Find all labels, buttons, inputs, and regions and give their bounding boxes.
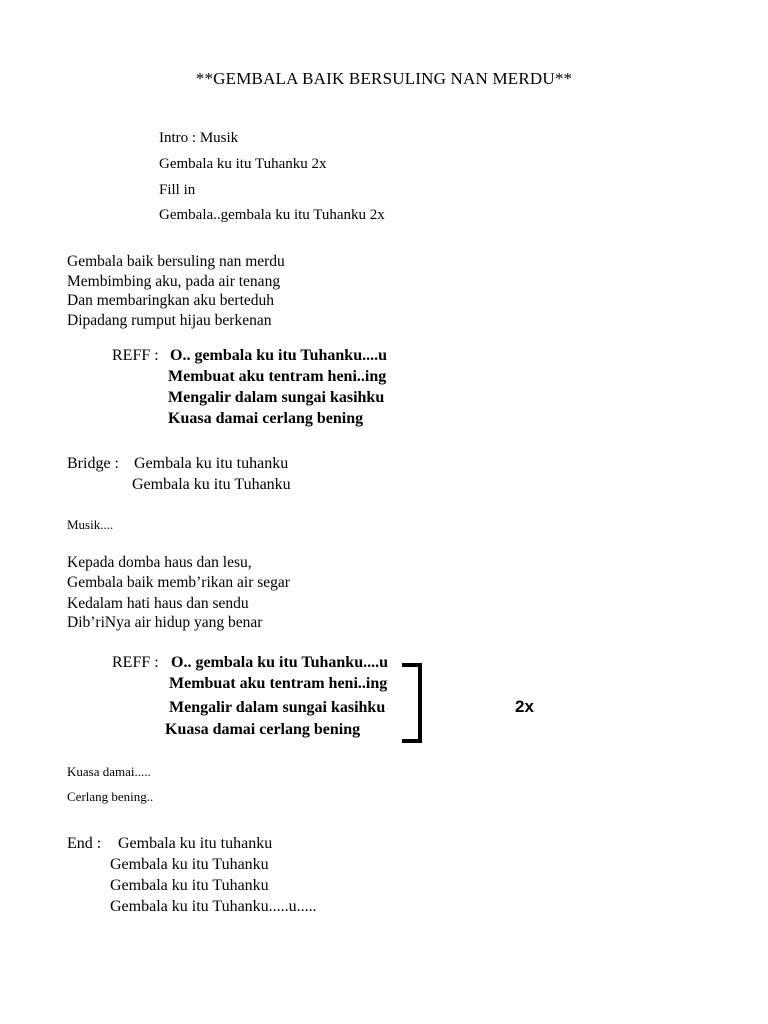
bridge-line: Gembala ku itu Tuhanku [132, 476, 291, 493]
end-line: Gembala ku itu tuhanku [118, 835, 273, 852]
verse2-line: Kepada domba haus dan lesu, [67, 554, 252, 571]
reff2-label: REFF : [112, 654, 159, 671]
intro-line: Gembala..gembala ku itu Tuhanku 2x [159, 207, 385, 223]
intro-line: Fill in [159, 182, 196, 198]
reff1-line: O.. gembala ku itu Tuhanku....u [170, 347, 387, 364]
reff1-line: Mengalir dalam sungai kasihku [168, 389, 385, 406]
end-line: Gembala ku itu Tuhanku [110, 877, 269, 894]
reff1-line: Kuasa damai cerlang bening [168, 410, 364, 427]
reff1-label: REFF : [112, 347, 159, 364]
verse1-line: Dan membaringkan aku berteduh [67, 292, 275, 309]
repeat-2x-label: 2x [515, 697, 534, 716]
intro-line: Gembala ku itu Tuhanku 2x [159, 156, 327, 172]
reff2-line: Mengalir dalam sungai kasihku [169, 699, 386, 716]
end-line: Gembala ku itu Tuhanku.....u..... [110, 898, 317, 915]
verse2-line: Gembala baik memb’rikan air segar [67, 574, 290, 591]
verse1-line: Gembala baik bersuling nan merdu [67, 253, 285, 270]
reff1-line: Membuat aku tentram heni..ing [168, 368, 387, 385]
intro-line: Intro : Musik [159, 130, 239, 146]
verse1-line: Dipadang rumput hijau berkenan [67, 312, 272, 329]
bridge-label: Bridge : [67, 455, 119, 472]
verse1-line: Membimbing aku, pada air tenang [67, 273, 281, 290]
verse2-line: Kedalam hati haus dan sendu [67, 595, 249, 612]
reff2-line: O.. gembala ku itu Tuhanku....u [171, 654, 388, 671]
reff2-line: Membuat aku tentram heni..ing [169, 675, 388, 692]
song-title: **GEMBALA BAIK BERSULING NAN MERDU** [195, 69, 573, 88]
outro-line: Cerlang bening.. [67, 789, 154, 804]
bridge-line: Gembala ku itu tuhanku [134, 455, 289, 472]
end-line: Gembala ku itu Tuhanku [110, 856, 269, 873]
outro-line: Kuasa damai..... [67, 764, 151, 779]
musik-note: Musik.... [67, 517, 114, 532]
repeat-bracket-line [402, 665, 420, 741]
reff2-line: Kuasa damai cerlang bening [165, 721, 361, 738]
end-label: End : [67, 835, 102, 852]
repeat-bracket [400, 662, 424, 744]
verse2-line: Dib’riNya air hidup yang benar [67, 614, 263, 631]
